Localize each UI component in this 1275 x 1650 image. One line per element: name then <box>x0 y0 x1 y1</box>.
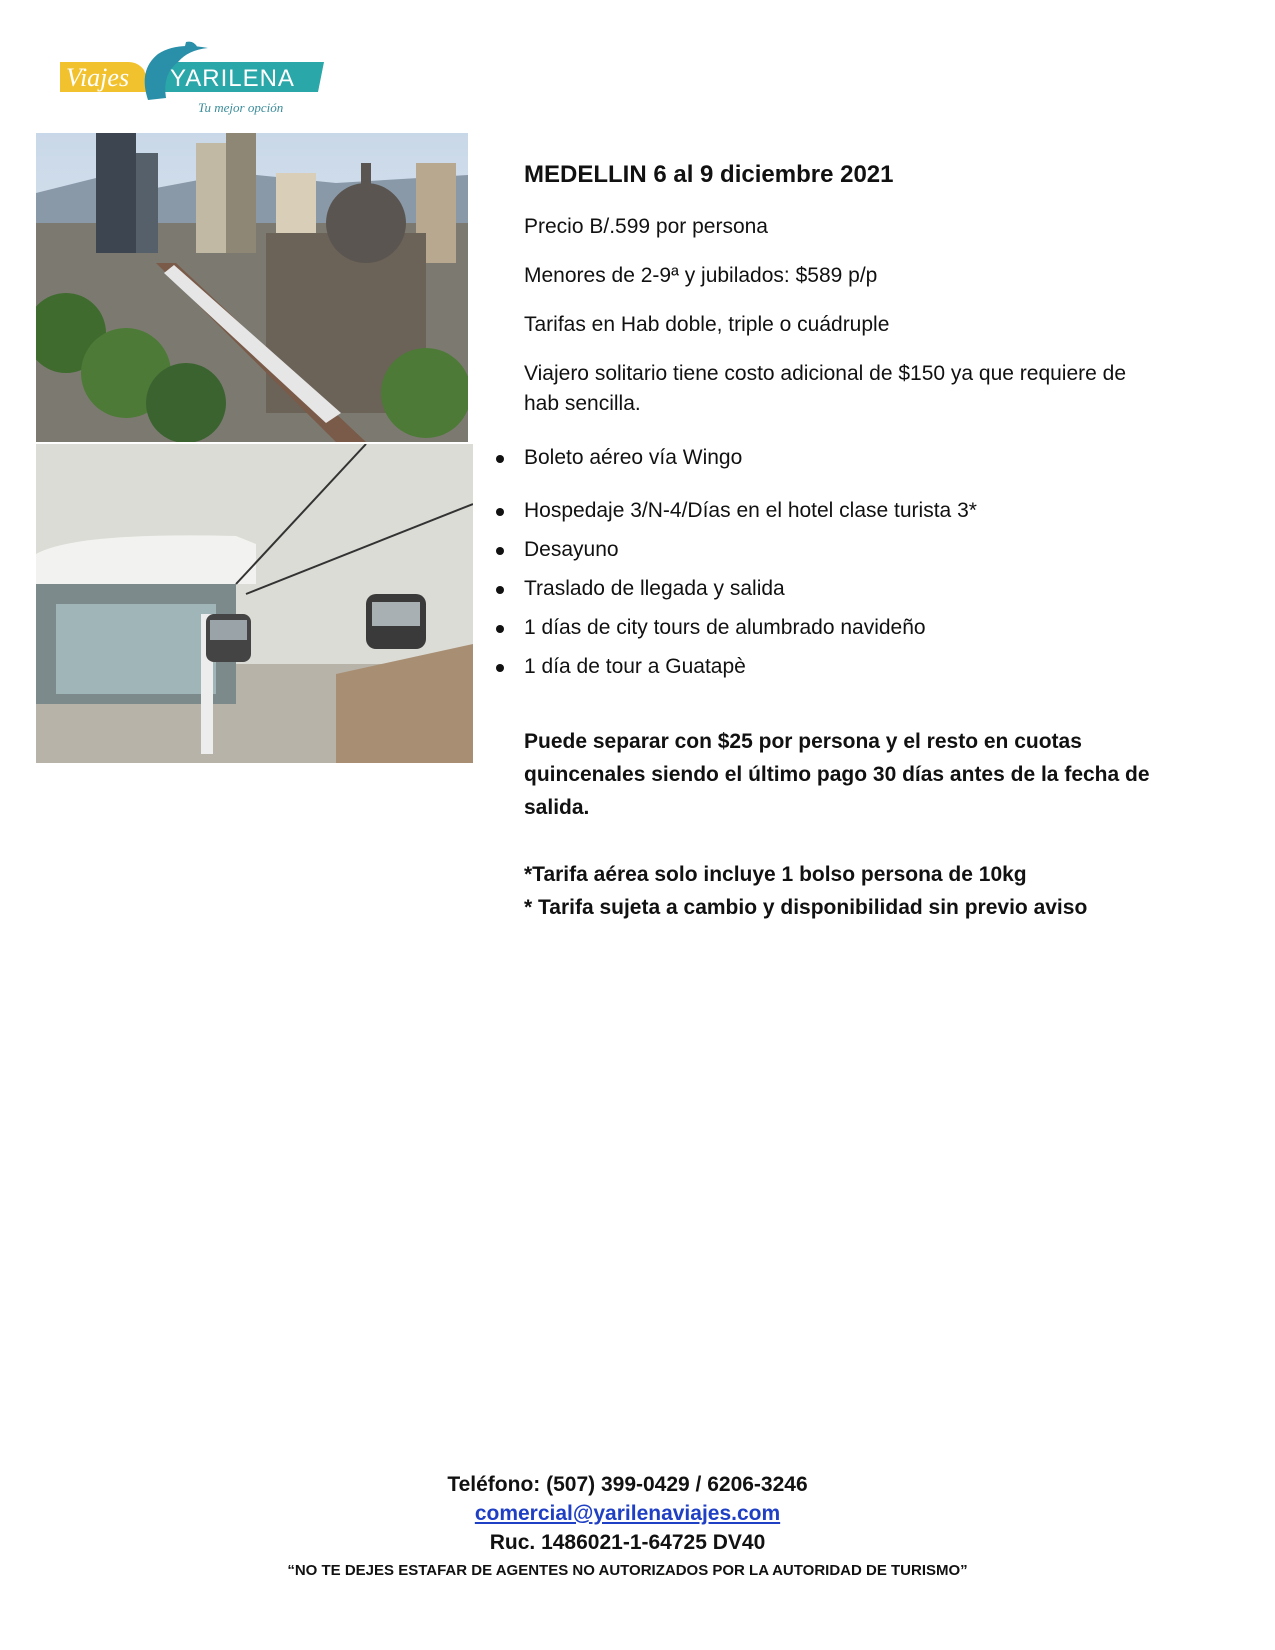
list-item: 1 días de city tours de alumbrado navideño <box>524 614 926 642</box>
yarilena-logo <box>58 40 328 122</box>
payment-line-1: Puede separar con $25 por persona y el resto en cuotas <box>524 730 1082 753</box>
footer-email-link[interactable]: comercial@yarilenaviajes.com <box>474 1502 781 1525</box>
list-item: Boleto aéreo vía Wingo <box>524 444 742 472</box>
svg-text:Tu mejor opción: Tu mejor opción <box>198 100 284 115</box>
svg-text:Viajes: Viajes <box>66 63 130 92</box>
solo-traveler-line-2: hab sencilla. <box>524 392 641 415</box>
list-item: Hospedaje 3/N-4/Días en el hotel clase turista 3* <box>524 497 977 525</box>
price-line: Precio B/.599 por persona <box>524 215 768 238</box>
medellin-city-metro-photo <box>36 133 468 442</box>
payment-line-3: salida. <box>524 796 590 819</box>
footer-warning: “NO TE DEJES ESTAFAR DE AGENTES NO AUTORIZADOS POR LA AUTORIDAD DE TURISMO” <box>287 1562 968 1579</box>
bullet-icon <box>496 547 504 555</box>
list-item: Desayuno <box>524 536 619 564</box>
room-rates-line: Tarifas en Hab doble, triple o cuádruple <box>524 313 890 336</box>
list-item: 1 día de tour a Guatapè <box>524 653 746 681</box>
bullet-icon <box>496 455 504 463</box>
list-item: Traslado de llegada y salida <box>524 575 785 603</box>
bullet-icon <box>496 508 504 516</box>
solo-traveler-line-1: Viajero solitario tiene costo adicional de $150 ya que requiere de <box>524 362 1127 385</box>
footer-ruc: Ruc. 1486021-1-64725 DV40 <box>489 1531 766 1554</box>
trip-title: MEDELLIN 6 al 9 diciembre 2021 <box>524 161 894 188</box>
payment-line-2: quincenales siendo el último pago 30 días antes de la fecha de <box>524 763 1150 786</box>
svg-text:YARILENA: YARILENA <box>170 65 295 92</box>
bullet-icon <box>496 586 504 594</box>
footer-phone: Teléfono: (507) 399-0429 / 6206-3246 <box>447 1473 808 1496</box>
bullet-icon <box>496 664 504 672</box>
baggage-note: *Tarifa aérea solo incluye 1 bolso persona de 10kg <box>524 863 1027 886</box>
availability-note: * Tarifa sujeta a cambio y disponibilidad sin previo aviso <box>524 896 1088 919</box>
minors-price-line: Menores de 2-9ª y jubilados: $589 p/p <box>524 264 878 287</box>
bullet-icon <box>496 625 504 633</box>
medellin-metrocable-photo <box>36 444 473 763</box>
